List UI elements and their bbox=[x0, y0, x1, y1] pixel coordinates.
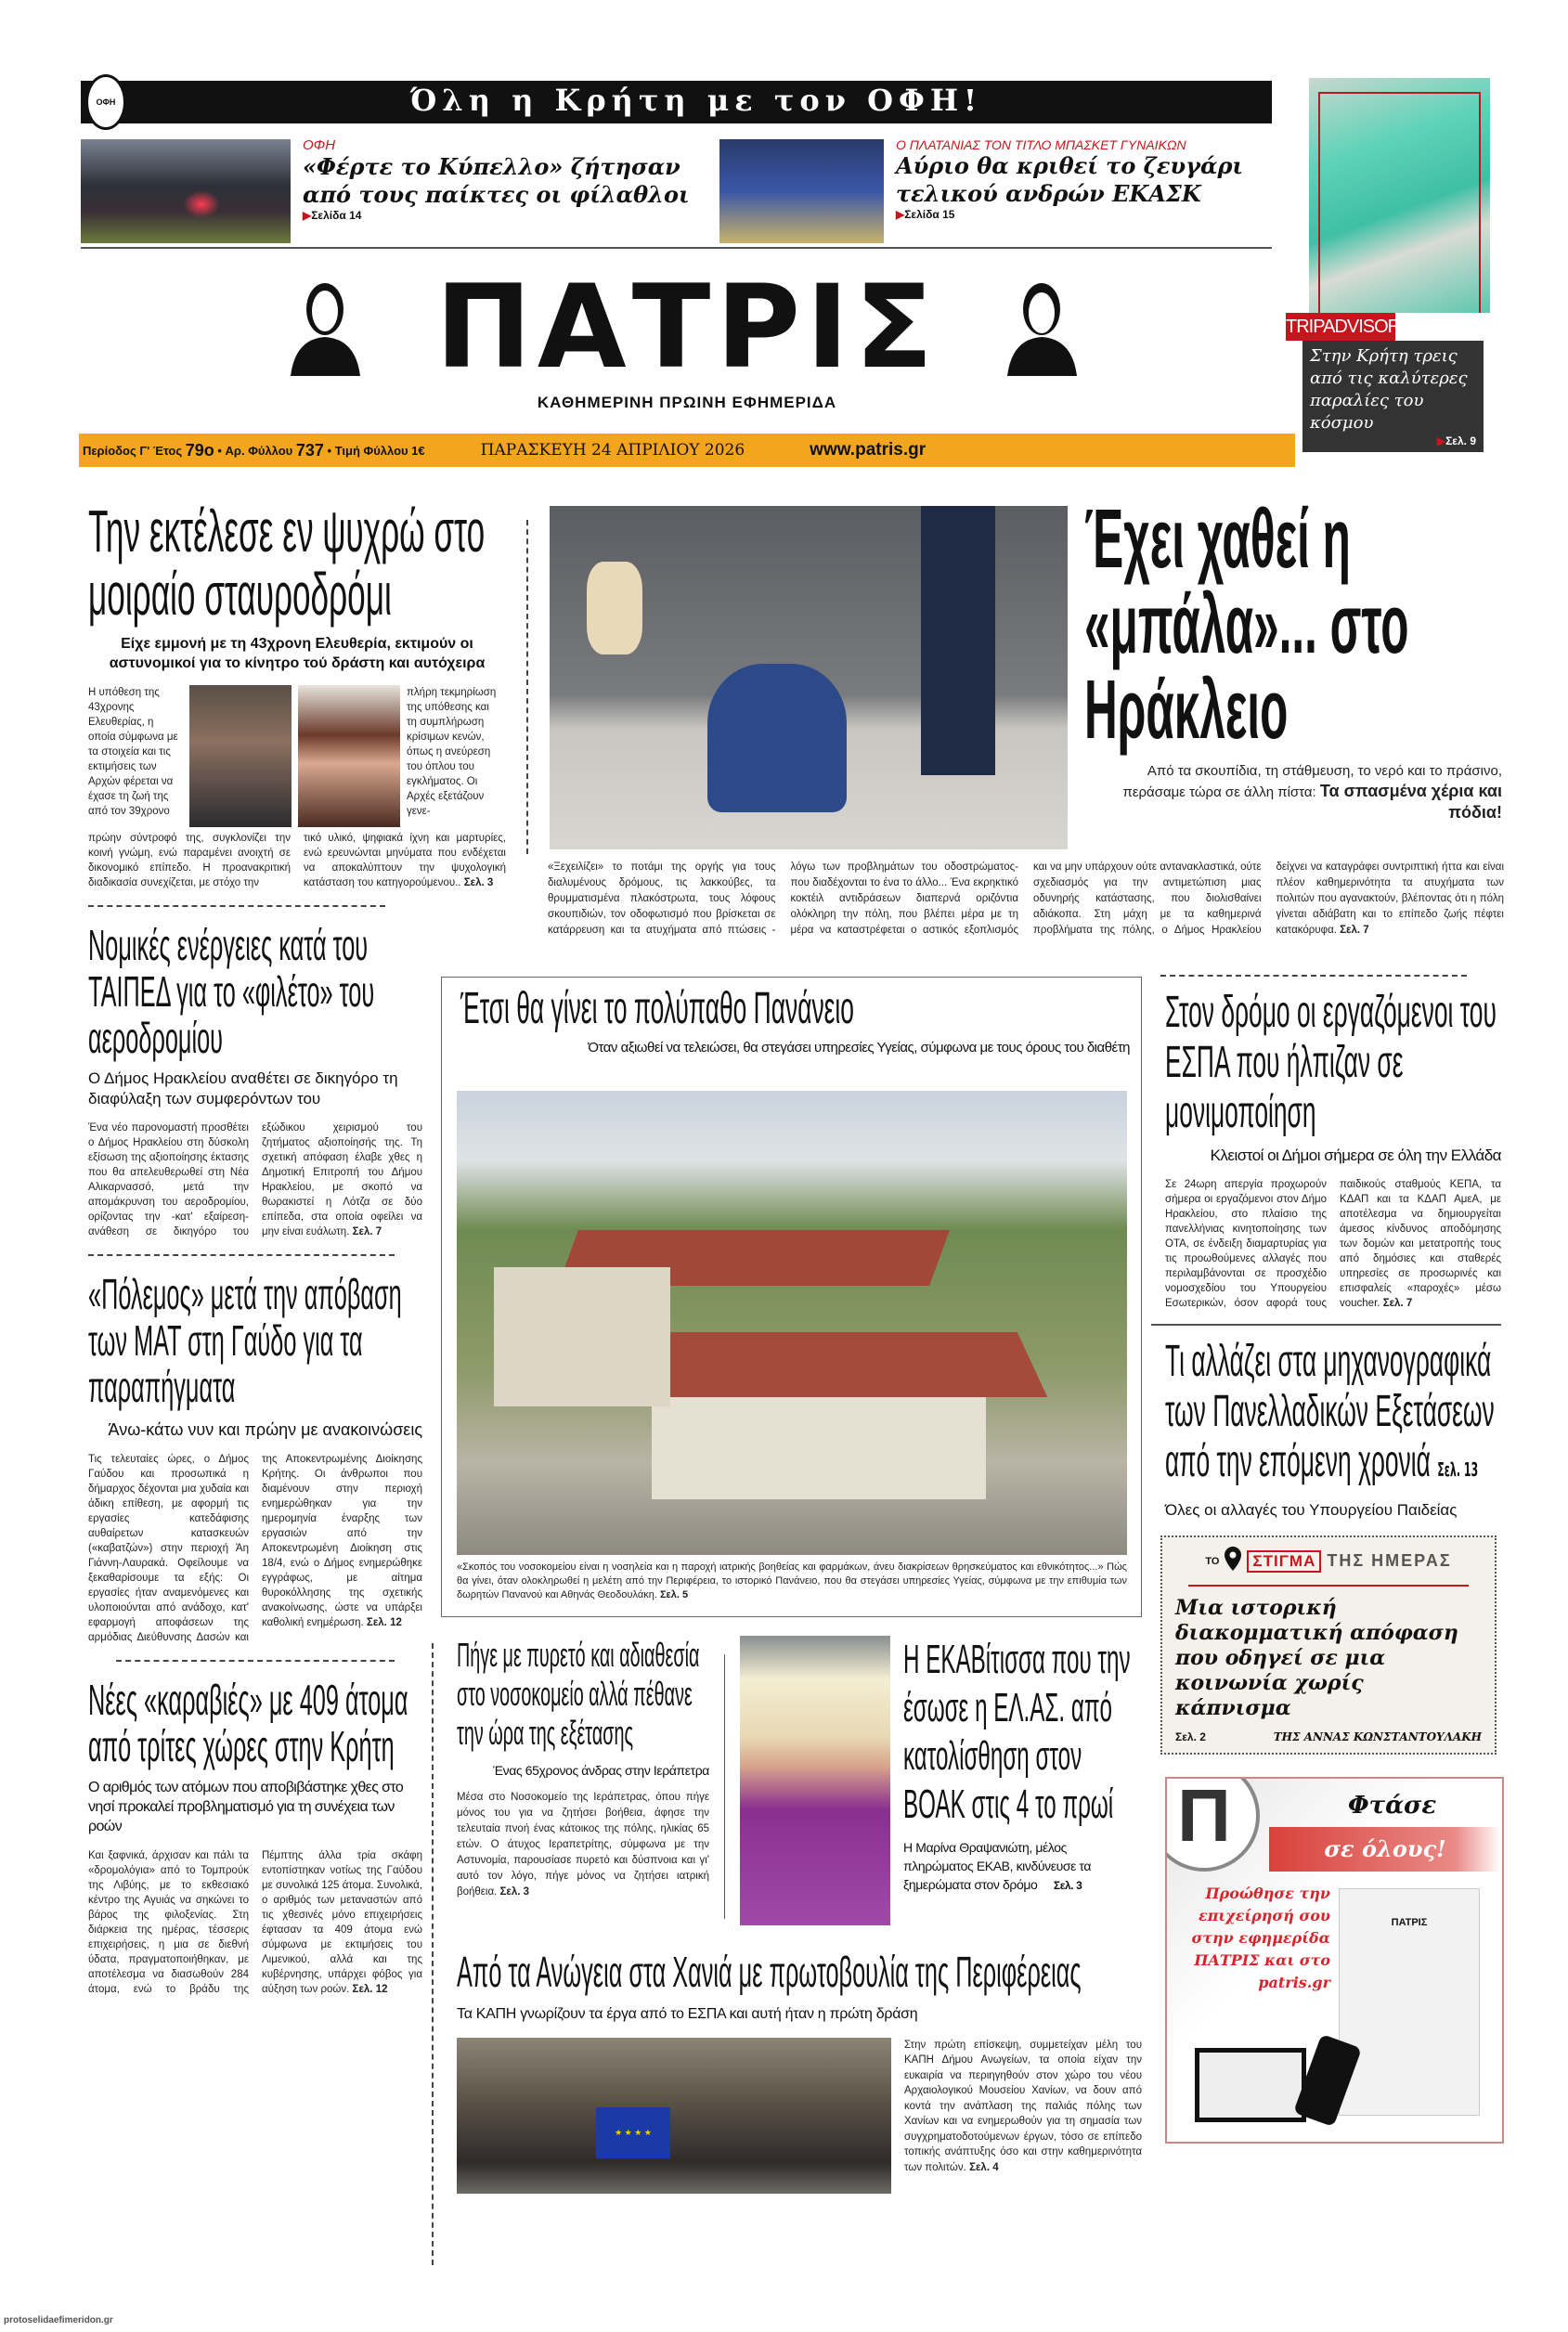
issue-number: 737 bbox=[295, 440, 324, 460]
murder-body-right: πλήρη τεκμηρίωση της υπόθεσης και τη συμπλήρωση κρίσιμων κενών, όπως η ανεύρεση του όπλου του εγκλήματος. Οι Αρχές εξετάζουν γενε- bbox=[407, 686, 497, 817]
teaser-page: ▶Σελίδα 14 bbox=[303, 209, 362, 222]
page-ref[interactable]: Σελ. 3 bbox=[499, 1886, 530, 1898]
story-ierapetra[interactable] bbox=[457, 1636, 709, 1900]
subheadline: Άνω-κάτω νυν και πρώην με ανακοινώσεις bbox=[108, 1419, 422, 1439]
eu-flag: ★ ★ ★ ★ bbox=[596, 2107, 670, 2158]
headline: Την εκτέλεσε εν ψυχρώ στο μοιραίο σταυροδρόμι bbox=[88, 498, 486, 628]
ad-tablet-preview bbox=[1195, 2048, 1306, 2122]
page-ref[interactable]: Σελ. 7 bbox=[352, 1225, 382, 1237]
year: 79ο bbox=[185, 440, 214, 460]
row-divider bbox=[1151, 1324, 1501, 1326]
story-pananeio[interactable] bbox=[441, 977, 1142, 1617]
story-gavdos[interactable] bbox=[88, 1271, 422, 1645]
anogeia-row bbox=[457, 2038, 1142, 2194]
headline: Από τα Ανώγεια στα Χανιά με πρωτοβουλία της Περιφέρειας bbox=[457, 1948, 1082, 1996]
price: Τιμή Φύλλου 1€ bbox=[334, 443, 425, 458]
ofh-logo: ΟΦΗ bbox=[85, 74, 126, 130]
story-exams[interactable] bbox=[1165, 1337, 1501, 1521]
headline: Τι αλλάζει στα μηχανογραφικά των Πανελλαδικών Εξετάσεων από την επόμενη χρονιά Σελ. 13 bbox=[1165, 1337, 1495, 1487]
patris-ad[interactable] bbox=[1165, 1777, 1504, 2144]
subheadline: Από τα σκουπίδια, τη στάθμευση, το νερό και το πράσινο, περάσαμε τώρα σε άλλη πίστα: Τα σπασμένα χέρια και πόδια! bbox=[1122, 763, 1502, 822]
teaser-1[interactable] bbox=[303, 137, 702, 222]
issue-label: Αρ. Φύλλου bbox=[225, 443, 293, 458]
masthead-title: ΠΑΤΡΙΣ bbox=[434, 261, 940, 395]
headline: Έχει χαθεί η «μπάλα»... στο Ηράκλειο bbox=[1084, 493, 1409, 757]
story-murder[interactable] bbox=[88, 499, 506, 890]
stigma-box[interactable] bbox=[1160, 1535, 1497, 1755]
page-ref: Σελ. 2 bbox=[1175, 1730, 1206, 1744]
date: ΠΑΡΑΣΚΕΥΗ 24 ΑΠΡΙΛΙΟΥ 2026 bbox=[480, 441, 745, 460]
heraklion-body: «Ξεχειλίζει» το ποτάμι της οργής για τους διαλυμένους δρόμους, τις λακκούβες, τα θρυμματισμένα πλακόστρωτα, τους λόφους σκουπιδιών, τον οδοφωτισμό που βρίσκεται σε κατάρρευση και τα ατυχήματα από πτώσεις - λόγω των προβλημάτων του οδοστρώματος- που διαδέχονται το ένα το άλλο... Ένα εκρηκτικό κοκτέιλ αντιδράσεων διαπερνά οριζόντια ολόκληρη την πόλη, που βλέπει μέρα με τη μέρα να καταστρέφεται ο αστικός εξοπλισμός και να μην υπάρχουν ούτε αντανακλαστικά, ούτε σχεδιασμός για την αντιμετώπιση μιας οδυνηρής κατάστασης, που διολισθαίνει αδιάκοπα. Στη μάχη με τα καθημερινά προβλήματα της πόλης, ο Δήμος Ηρακλείου δείχνει να καταγράφει συντριπτική ήττα και είναι πλέον καθημερινότητα τα ατυχήματα των πολιτών που αγανακτούν, βλέποντας ότι η πόλη γίνεται αδιάβατη και το επίπεδο ζωής πέφτει κατακόρυφα. Σελ. 7 bbox=[548, 862, 1504, 936]
subheadline: Κλειστοί οι Δήμοι σήμερα σε όλη την Ελλάδα bbox=[1210, 1147, 1501, 1164]
pananeio-render-image bbox=[457, 1091, 1127, 1555]
group-photo bbox=[457, 2038, 891, 2194]
watermark: protoselidaefimeridon.gr bbox=[4, 2315, 113, 2326]
page-ref[interactable]: Σελ. 12 bbox=[366, 1617, 402, 1629]
subheadline: Όταν αξιωθεί να τελειώσει, θα στεγάσει υπηρεσίες Υγείας, σύμφωνα με τους όρους του διαθέτη bbox=[588, 1040, 1130, 1056]
migrants-body: Και ξαφνικά, άρχισαν και πάλι τα «δρομολόγια» από το Τομπρούκ της Λιβύης, με το εκθεσιακό κέντρο της Αγυιάς να σηκώνει το βάρος της φιλοξενίας. Στη διάρκεια της ημέρας, τέσσερις επιχειρήσεις, η μια σε διεθνή ύδατα, πραγματοποιήθηκαν, με αποτέλεσμα να διασωθούν 284 άτομα, ενώ το βράδυ της Πέμπτης άλλα τρία σκάφη εντοπίστηκαν νοτίως της Γαύδου με συνολικά 125 άτομα. Συνολικά, ο αριθμός των μεταναστών από τις χθεσινές μόνο επιχειρήσεις έφτασαν τα 409 άτομα ενώ σύμφωνα με εκτιμήσεις του Λιμενικού, αλλά και της κυβέρνησης, υπάρχει φόβος για αύξηση των ροών. Σελ. 12 bbox=[88, 1849, 422, 1995]
column-divider bbox=[526, 520, 528, 854]
stigma-rule bbox=[1188, 1585, 1469, 1587]
teaser-photo-fans bbox=[81, 139, 291, 243]
subheadline: Ο αριθμός των ατόμων που αποβιβάστηκε χθες στο νησί προκαλεί προβληματισμό για τη συνέχεια των ροών bbox=[88, 1780, 404, 1834]
ad-logo: Π bbox=[1165, 1777, 1260, 1872]
subheadline: Ο Δήμος Ηρακλείου αναθέτει σε δικηγόρο τη διαφύλαξη των συμφερόντων του bbox=[88, 1069, 398, 1108]
tripadvisor-tag: TRIPADVISOR bbox=[1286, 313, 1395, 341]
row-divider bbox=[1160, 975, 1467, 977]
murder-body-left: Η υπόθεση της 43χρονης Ελευθερίας, η οποία σύμφωνα με τα στοιχεία και τις εκτιμήσεις των Αρχών φέρεται να έχασε τη ζωή της από τον 39χρονο bbox=[88, 686, 178, 817]
ad-headline-band: σε όλους! bbox=[1269, 1827, 1501, 1872]
headline: Νομικές ενέργειες κατά του ΤΑΙΠΕΔ για το «φιλέτο» του αεροδρομίου bbox=[88, 920, 375, 1062]
masthead-subtitle: ΚΑΘΗΜΕΡΙΝΗ ΠΡΩΙΝΗ ΕΦΗΜΕΡΙΔΑ bbox=[537, 394, 837, 411]
subheadline: Όλες οι αλλαγές του Υπουργείου Παιδείας bbox=[1165, 1501, 1458, 1520]
taiped-body: Ένα νέο παρονομαστή προσθέτει ο Δήμος Ηρακλείου στη δύσκολη εξίσωση της αξιοποίησης έκτασης που θα απελευθερωθεί στη Νέα Αλικαρνασσό, μετά την απομάκρυνση του αεροδρομίου, ορίζοντας την -κατ' εξαίρεση- ανάθεση σε δικηγόρο του εξώδικου χειρισμού του ζητήματος αξιοποίησής της. Τη σχετική απόφαση έλαβε χθες η Δημοτική Επιτροπή του Δήμου Ηρακλείου, με σκοπό να θωρακιστεί η Λότζα σε δύο επίπεδα, στα οποία οφείλει να μην είναι ευάλωτη. Σελ. 7 bbox=[88, 1121, 422, 1237]
row-divider bbox=[88, 1254, 395, 1256]
tripadvisor-box[interactable] bbox=[1302, 341, 1484, 452]
page-ref[interactable]: Σελ. 5 bbox=[659, 1589, 689, 1600]
headline: Πήγε με πυρετό και αδιαθεσία στο νοσοκομείο αλλά πέθανε την ώρα της εξέτασης bbox=[457, 1636, 700, 1752]
gavdos-body: Τις τελευταίες ώρες, ο Δήμος Γαύδου και προσωπικά η δήμαρχος δέχονται μια χυδαία και άδικη επίθεση, με αφορμή τις εργασίες κατεδάφισης αυθαίρετων κατασκευών («καβατζών») στην περιοχή Άη Γιάννη-Λαυρακά. Οφείλουμε να ξεκαθαρίσουμε τα εξής: Οι εργασίες ήταν αναμενόμενες και υλοποιούνται από ανάδοχο, κατ' εφαρμογή αποφάσεων της αρμόδιας Διεύθυνσης Δασών και της Αποκεντρωμένης Διοίκησης Κρήτης. Οι άνθρωποι που διαμένουν στην περιοχή ενημερώθηκαν για την ημερομηνία έναρξης των εργασιών από την Αποκεντρωμένη Διοίκηση στις 18/4, ενώ ο Δήμος ενημερώθηκε εγγράφως, με αίτημα θυροκόλλησης της σχετικής ανακοίνωσης, ώστε να υπάρξει καθολική ενημέρωση. Σελ. 12 bbox=[88, 1454, 422, 1644]
teaser-title: «Φέρτε το Κύπελλο» ζήτησαν από τους παίκτες οι φίλαθλοι bbox=[303, 153, 690, 208]
espa-body: Σε 24ωρη απεργία προχωρούν σήμερα οι εργαζόμενοι στον Δήμο Ηρακλείου, στο πλαίσιο της πανελλήνιας κινητοποίησης των ΟΤΑ, σε ένδειξη διαμαρτυρίας για τις προωθούμενες αλλαγές που περιλαμβάνονται σε προσχέδιο νομοσχεδίου του Υπουργείου Εσωτερικών, όσον αφορά τους παιδικούς σταθμούς ΚΕΠΑ, τα ΚΔΑΠ και τα ΚΔΑΠ ΑμεΑ, με αποτέλεσμα να δημιουργείται άμεσος κίνδυνος αποδόμησης των δομών και μετατροπής τους από δημόσιες και σταθερές υπηρεσίες σε προσωρινές και επισφαλείς «παροχές» μέσω voucher. Σελ. 7 bbox=[1165, 1179, 1501, 1310]
ierapetra-body: Μέσα στο Νοσοκομείο της Ιεράπετρας, όπου πήγε μόνος του για να ζητήσει βοήθεια, άφησε την τελευταία πνοή ένας κάτοικος της πόλης, ηλικίας 65 ετών. Ο άτυχος Ιεραπετρίτης, σύμφωνα με την Αστυνομία, παρουσίασε πυρετό και δύσπνοια και γι' αυτό τον λόγο, πήγε μόνος να ζητήσει ιατρική βοήθεια. Σελ. 3 bbox=[457, 1792, 709, 1898]
teaser-kicker: ΟΦΗ bbox=[303, 137, 336, 153]
tripadvisor-title: Στην Κρήτη τρεις από τις καλύτερες παραλίες του κόσμου bbox=[1310, 346, 1468, 433]
story-taiped[interactable] bbox=[88, 922, 422, 1239]
page-ref[interactable]: Σελ. 7 bbox=[1340, 925, 1369, 936]
column-divider bbox=[724, 1654, 725, 1919]
stigma-footer bbox=[1175, 1730, 1482, 1743]
stigma-title: Μια ιστορική διακομματική απόφαση που οδηγεί σε μια κοινωνία χωρίς κάπνισμα bbox=[1175, 1596, 1458, 1721]
headline: Νέες «καραβιές» με 409 άτομα από τρίτες χώρες στην Κρήτη bbox=[88, 1676, 408, 1771]
ad-text: Προώθησε την επιχείρησή σου στην εφημερίδα ΠΑΤΡΙΣ και στο patris.gr bbox=[1191, 1885, 1330, 1992]
portrait-left-icon bbox=[291, 274, 360, 376]
murder-body-bottom: πρώην σύντροφό της, συγκλονίζει την κοινή γνώμη, ενώ παραμένει ανοιχτή σε δικονομικό επίπεδο. Η προανακριτική διαδικασία συνεχίζεται, με στόχο την τικό υλικό, ψηφιακά ίχνη και μαρτυρίες, ενώ ερευνώνται μηνύματα που ενδέχεται να αποκαλύπτουν την ψυχολογική κατάσταση του κατηγορούμενου.. Σελ. 3 bbox=[88, 832, 506, 888]
map-pin-icon bbox=[1225, 1547, 1241, 1575]
teaser-photo-basketball bbox=[719, 139, 884, 243]
victim-photo bbox=[298, 685, 400, 827]
story-migrants[interactable] bbox=[88, 1677, 422, 1996]
center-lower bbox=[457, 1636, 1142, 2194]
teaser-title: Αύριο θα κριθεί το ζευγάρι τελικού ανδρών ΕΚΑΣΚ bbox=[896, 152, 1244, 207]
subheadline: Τα ΚΑΠΗ γνωρίζουν τα έργα από το ΕΣΠΑ και αυτή ήταν η πρώτη δράση bbox=[457, 2006, 918, 2022]
ad-newspaper-preview: ΠΑΤΡΙΣ bbox=[1339, 1888, 1480, 2116]
tripadvisor-page: ▶Σελ. 9 bbox=[1436, 434, 1476, 447]
subheadline: Είχε εμμονή με τη 43χρονη Ελευθερία, εκτιμούν οι αστυνομικοί για το κίνητρο τού δράστη και αυτόχειρα bbox=[109, 636, 486, 671]
stigma-label: ΤΟ ΣΤΙΓΜΑ ΤΗΣ ΗΜΕΡΑΣ bbox=[1175, 1547, 1482, 1575]
story-anogeia[interactable] bbox=[457, 1948, 1142, 2194]
headline: Στον δρόμο οι εργαζόμενοι του ΕΣΠΑ που ήλπιζαν σε μονιμοποίηση bbox=[1165, 988, 1497, 1137]
portrait-right-icon bbox=[1007, 274, 1077, 376]
suspect-photo bbox=[189, 685, 292, 827]
beach-aerial-photo bbox=[1309, 78, 1490, 313]
teaser-divider bbox=[81, 247, 1272, 249]
column-divider bbox=[432, 1643, 434, 2265]
ekab-woman-photo bbox=[740, 1636, 890, 1925]
subheadline: Η Μαρίνα Θραψανιώτη, μέλος πληρώματος ΕΚΑΒ, κινδύνευσε τα ξημερώματα στον δρόμο Σελ. 3 bbox=[903, 1840, 1092, 1892]
headline: Έτσι θα γίνει το πολύπαθο Πανάνειο bbox=[460, 984, 854, 1033]
page-ref[interactable]: Σελ. 4 bbox=[969, 2161, 999, 2173]
row-divider bbox=[116, 1660, 395, 1662]
page-ref[interactable]: Σελ. 3 bbox=[463, 876, 494, 888]
teaser-2[interactable] bbox=[896, 137, 1276, 221]
page-ref[interactable]: Σελ. 7 bbox=[1382, 1298, 1413, 1310]
headline: «Πόλεμος» μετά την απόβαση των ΜΑΤ στη Γαύδο για τα παραπήγματα bbox=[88, 1269, 402, 1411]
period-label: Περίοδος Γ' Έτος bbox=[83, 443, 183, 458]
subheadline: Ένας 65χρονος άνδρας στην Ιεράπετρα bbox=[493, 1763, 709, 1778]
headline: Η ΕΚΑΒίτισσα που την έσωσε η ΕΛ.ΑΣ. από κατολίσθηση στον ΒΟΑΚ στις 4 το πρωί bbox=[903, 1637, 1131, 1827]
info-bar: Περίοδος Γ' Έτος 79ο • Αρ. Φύλλου 737 • Τιμή Φύλλου 1€ ΠΑΡΑΣΚΕΥΗ 24 ΑΠΡΙΛΙΟΥ 2026 www.patris.gr bbox=[79, 434, 1295, 467]
anogeia-body: Στην πρώτη επίσκεψη, συμμετείχαν μέλη του ΚΑΠΗ Δήμου Ανωγείων, τα οποία είχαν την ευκαιρία να περιηγηθούν στον χώρο του νέου Αρχαιολογικού Μουσείου Χανίων, να δουν από κοντά την ανάπλαση της παλιάς πόλης των Χανίων και να ενημερωθούν για τη σημασία των συγχρηματοδοτούμενων έργων, τόσο σε επίπεδο τοπικής ανάπτυξης όσο και στην καθημερινότητα των πολιτών. Σελ. 4 bbox=[904, 2039, 1142, 2173]
page-ref: Σελ. 13 bbox=[1437, 1458, 1479, 1482]
page-ref[interactable]: Σελ. 12 bbox=[352, 1983, 388, 1995]
story-espa[interactable] bbox=[1165, 988, 1501, 1311]
pananeio-caption: «Σκοπός του νοσοκομείου είναι η νοσηλεία και η παροχή ιατρικής βοηθείας και φαρμάκων, άνευ διακρίσεων θρησκεύματος και εθνικότητος...» Πώς θα γίνει, όταν ολοκληρωθεί η μελέτη από την Περιφέρεια, το ιστορικό Πανάνειο, που θα στεγάσει υπηρεσίες Υγείας, σύμφωνα με την επιθυμία των δωρητών Πανανού και Αθηνάς Θεοδουλάκη. Σελ. 5 bbox=[457, 1561, 1127, 1600]
teaser-kicker: Ο ΠΛΑΤΑΝΙΑΣ ΤΟΝ ΤΙΤΛΟ ΜΠΑΣΚΕΤ ΓΥΝΑΙΚΩΝ bbox=[896, 137, 1186, 152]
author: ΤΗΣ ΑΝΝΑΣ ΚΩΝΣΤΑΝΤΟΥΛΑΚΗ bbox=[1273, 1730, 1482, 1744]
ad-headline-1: Φτάσε bbox=[1348, 1792, 1437, 1820]
right-column bbox=[1165, 988, 1501, 2144]
center-lower-row bbox=[457, 1636, 1142, 1925]
row-divider bbox=[88, 905, 385, 907]
murder-body-row bbox=[88, 685, 506, 827]
teaser-page: ▶Σελίδα 15 bbox=[896, 208, 955, 221]
banner-text: Όλη η Κρήτη με τον ΟΦΗ! bbox=[409, 83, 983, 118]
page-ref[interactable]: Σελ. 3 bbox=[1053, 1879, 1082, 1892]
story-ekab[interactable] bbox=[903, 1636, 1134, 1895]
accident-photo bbox=[550, 506, 1068, 849]
website-link[interactable]: www.patris.gr bbox=[810, 440, 927, 460]
story-heraklion[interactable] bbox=[1084, 493, 1502, 823]
